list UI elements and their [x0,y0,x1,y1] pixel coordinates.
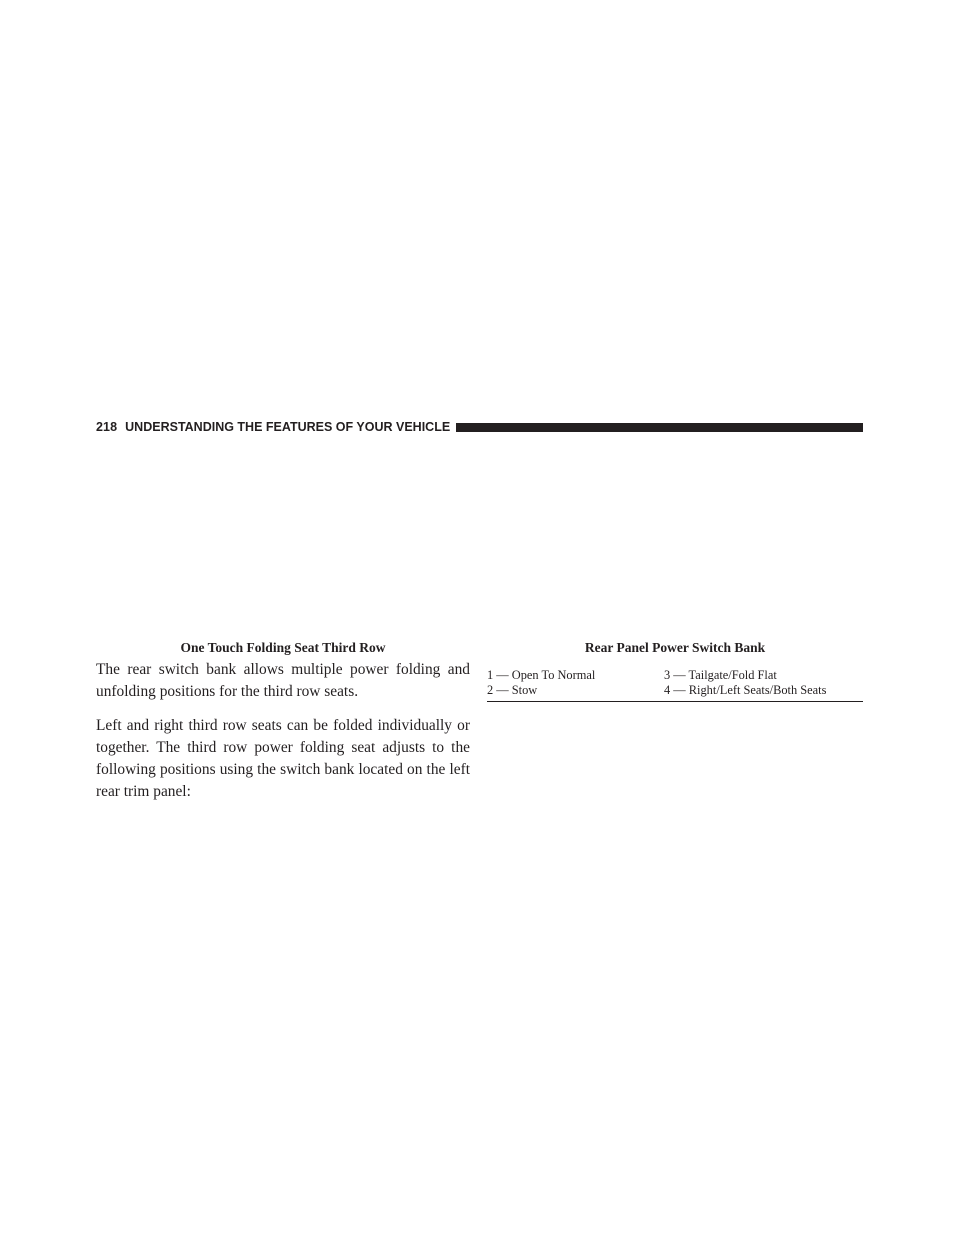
header-rule [456,423,863,432]
legend-item: 2 — Stow [487,683,538,697]
body-paragraph: Left and right third row seats can be folded individually or together. The third row power folding seat adjusts to the following positions using the switch bank located on the left rear trim panel: [96,717,470,800]
legend-item: 3 — Tailgate/Fold Flat [664,668,777,682]
right-column [487,640,863,702]
figure-caption-left: One Touch Folding Seat Third Row [180,640,386,655]
body-paragraph: The rear switch bank allows multiple power folding and unfolding positions for the third row seats. [96,661,470,700]
left-column [96,640,470,803]
running-header [96,419,863,435]
section-title: UNDERSTANDING THE FEATURES OF YOUR VEHICLE [125,420,451,434]
legend-rule [487,701,863,702]
figure-caption-right: Rear Panel Power Switch Bank [584,640,766,655]
figure-legend [487,668,863,698]
legend-item: 4 — Right/Left Seats/Both Seats [664,683,827,697]
page-number: 218 [96,420,118,434]
legend-item: 1 — Open To Normal [487,668,596,682]
